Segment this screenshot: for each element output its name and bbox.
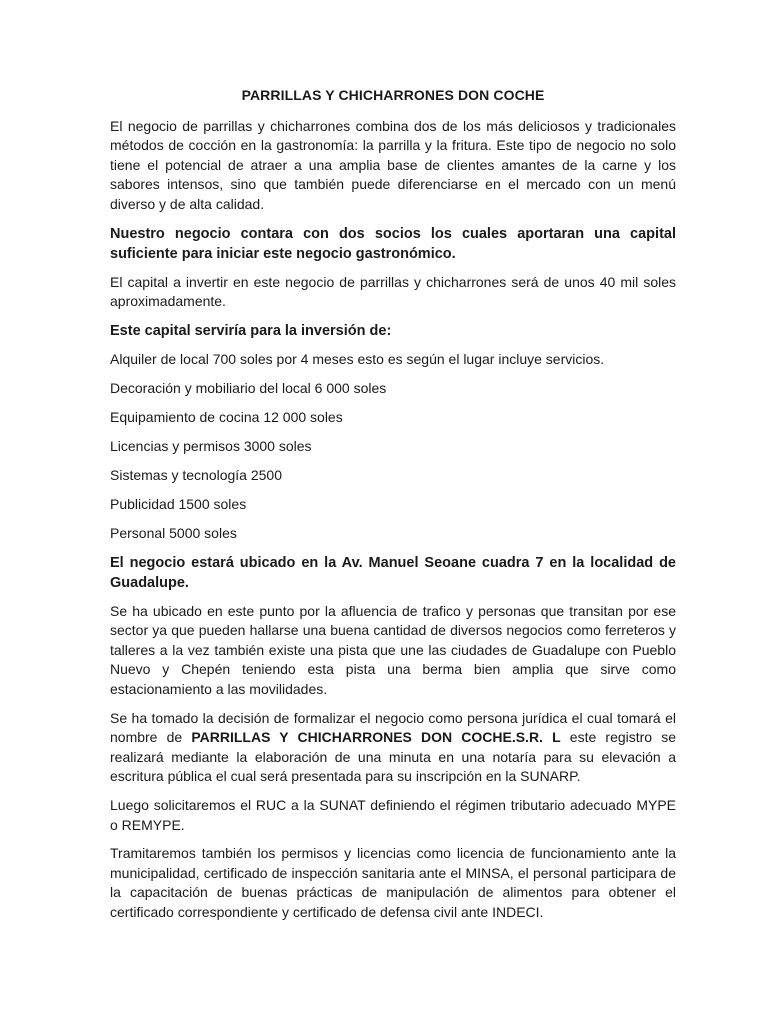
legal-company-name: PARRILLAS Y CHICHARRONES DON COCHE.S.R. L bbox=[191, 729, 561, 746]
investment-item-kitchen: Equipamiento de cocina 12 000 soles bbox=[110, 408, 343, 425]
partners-heading: Nuestro negocio contara con dos socios los cuales aportaran una capital suficiente para iniciar este negocio gastronómico. bbox=[110, 225, 676, 262]
investment-list bbox=[110, 350, 676, 544]
investment-heading: Este capital serviría para la inversión de: bbox=[110, 322, 392, 339]
ruc-paragraph: Luego solicitaremos el RUC a la SUNAT definiendo el régimen tributario adecuado MYPE o REMYPE. bbox=[110, 796, 676, 833]
investment-item-rent: Alquiler de local 700 soles por 4 meses esto es según el lugar incluye servicios. bbox=[110, 350, 605, 367]
legal-text-after: este registro se realizará mediante la elaboración de una minuta en una notaría para su elevación a escritura pública el cual será presentada para su inscripción en la SUNARP. bbox=[110, 729, 677, 785]
document-body bbox=[110, 86, 676, 932]
capital-paragraph: El capital a invertir en este negocio de parrillas y chicharrones será de unos 40 mil soles aproximadamente. bbox=[110, 273, 676, 310]
investment-item-licenses: Licencias y permisos 3000 soles bbox=[110, 437, 312, 454]
investment-item-advertising: Publicidad 1500 soles bbox=[110, 495, 247, 512]
investment-item-decoration: Decoración y mobiliario del local 6 000 soles bbox=[110, 379, 387, 396]
location-paragraph: Se ha ubicado en este punto por la afluencia de trafico y personas que transitan por ese sector ya que pueden hallarse una buena cantidad de diversos negocios como ferreteros y talleres a la vez también existe una pista que une las ciudades de Guadalupe con Pueblo Nuevo y Chepén teniendo esta pista una berma bien amplia que sirve como estacionamiento a las movilidades. bbox=[110, 602, 676, 698]
legal-text-before: Se ha tomado la decisión de formalizar el negocio como persona jurídica el cual tomará el nombre de bbox=[110, 709, 676, 746]
investment-item-systems: Sistemas y tecnología 2500 bbox=[110, 466, 282, 483]
permits-paragraph: Tramitaremos también los permisos y licencias como licencia de funcionamiento ante la municipalidad, certificado de inspección sanitaria ante el MINSA, el personal participara de la capacitación de buenas prácticas de manipulación de alimentos para obtener el certificado correspondiente y certificado de defensa civil ante INDECI. bbox=[110, 845, 676, 920]
intro-paragraph: El negocio de parrillas y chicharrones combina dos de los más deliciosos y tradicionales métodos de cocción en la gastronomía: la parrilla y la fritura. Este tipo de negocio no solo tiene el potencial de atraer a una amplia base de clientes amantes de la carne y los sabores intensos, sino que también puede diferenciarse en el mercado con un menú diverso y de alta calidad. bbox=[110, 117, 676, 212]
document-title: PARRILLAS Y CHICHARRONES DON COCHE bbox=[241, 87, 545, 103]
location-heading: El negocio estará ubicado en la Av. Manuel Seoane cuadra 7 en la localidad de Guadalupe. bbox=[110, 554, 676, 591]
legal-paragraph bbox=[110, 709, 676, 787]
investment-item-staff: Personal 5000 soles bbox=[110, 524, 237, 541]
